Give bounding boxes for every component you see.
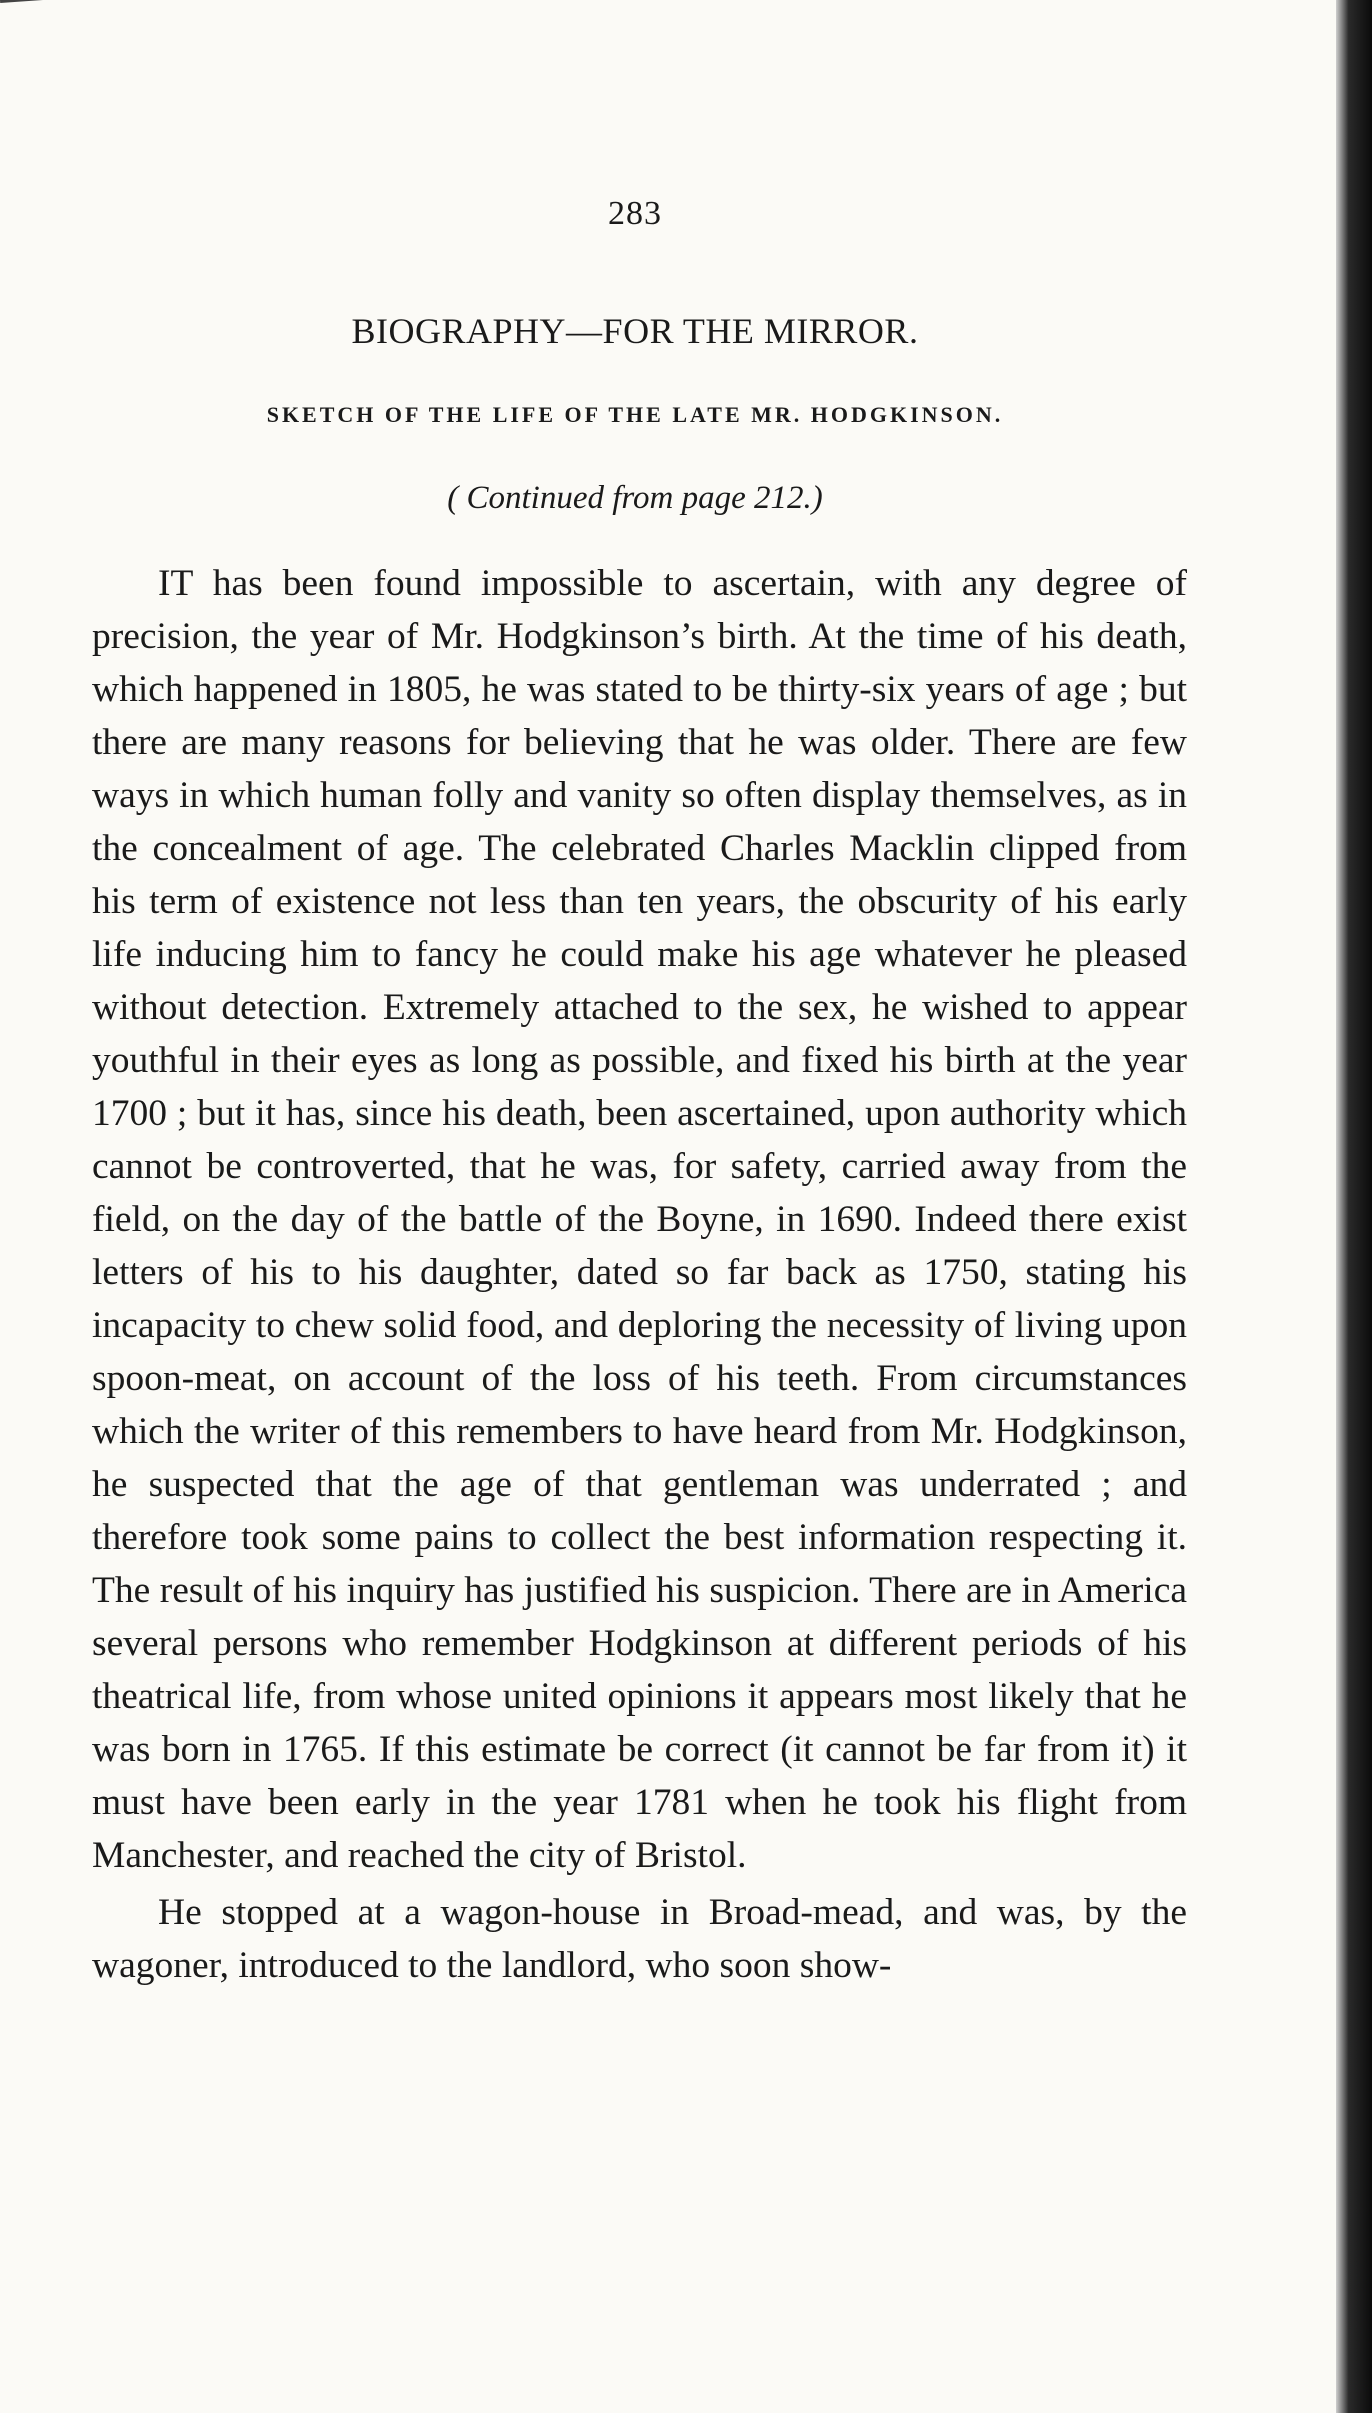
paragraph-1: IT has been found impossible to ascertain, with any degree of precision, the year of Mr. Hodgkinson’s birth. At the time of his death, which happened in 1805, he was stated to be thirty-six years of age ; but there are many reasons for believing that he was older. There are few ways in which human folly and vanity so often display themselves, as in the concealment of age. The celebrated Charles Macklin clipped from his term of existence not less than ten years, the obscurity of his early life inducing him to fancy he could make his age whatever he pleased without detection. Extremely attached to the sex, he wished to appear youthful in their eyes as long as possible, and fixed his birth at the year 1700 ; but it has, since his death, been ascertained, upon authority which cannot be controverted, that he was, for safety, carried away from the field, on the day of the battle of the Boyne, in 1690. Indeed there exist letters of his to his daughter, dated so far back as 1750, stating his incapacity to chew solid food, and deploring the necessity of living upon spoon-meat, on account of the loss of his teeth. From circumstances which the writer of this remembers to have heard from Mr. Hodgkinson, he suspected that the age of that gentleman was underrated ; and therefore took some pains to collect the best information respecting it. The result of his inquiry has justified his suspicion. There are in America several persons who remember Hodgkinson at different periods of his theatrical life, from whose united opinions it appears most likely that he was born in 1765. If this estimate be correct (it cannot be far from it) it must have been early in the year 1781 when he took his flight from Manchester, and reached the city of Bristol.	[92, 563, 1187, 1876]
article-subtitle: SKETCH OF THE LIFE OF THE LATE MR. HODGKINSON.	[266, 402, 1004, 427]
paragraph-2: He stopped at a wagon-house in Broad-mead, and was, by the wagoner, introduced to the landlord, who soon show-	[92, 1892, 1187, 1986]
corner-ink-mark	[0, 0, 91, 13]
continued-note: ( Continued from page 212.)	[447, 480, 823, 516]
binding-edge	[1336, 0, 1372, 2413]
article-body	[92, 557, 1187, 1992]
section-title: BIOGRAPHY—FOR THE MIRROR.	[351, 311, 919, 351]
page-number: 283	[608, 195, 662, 232]
